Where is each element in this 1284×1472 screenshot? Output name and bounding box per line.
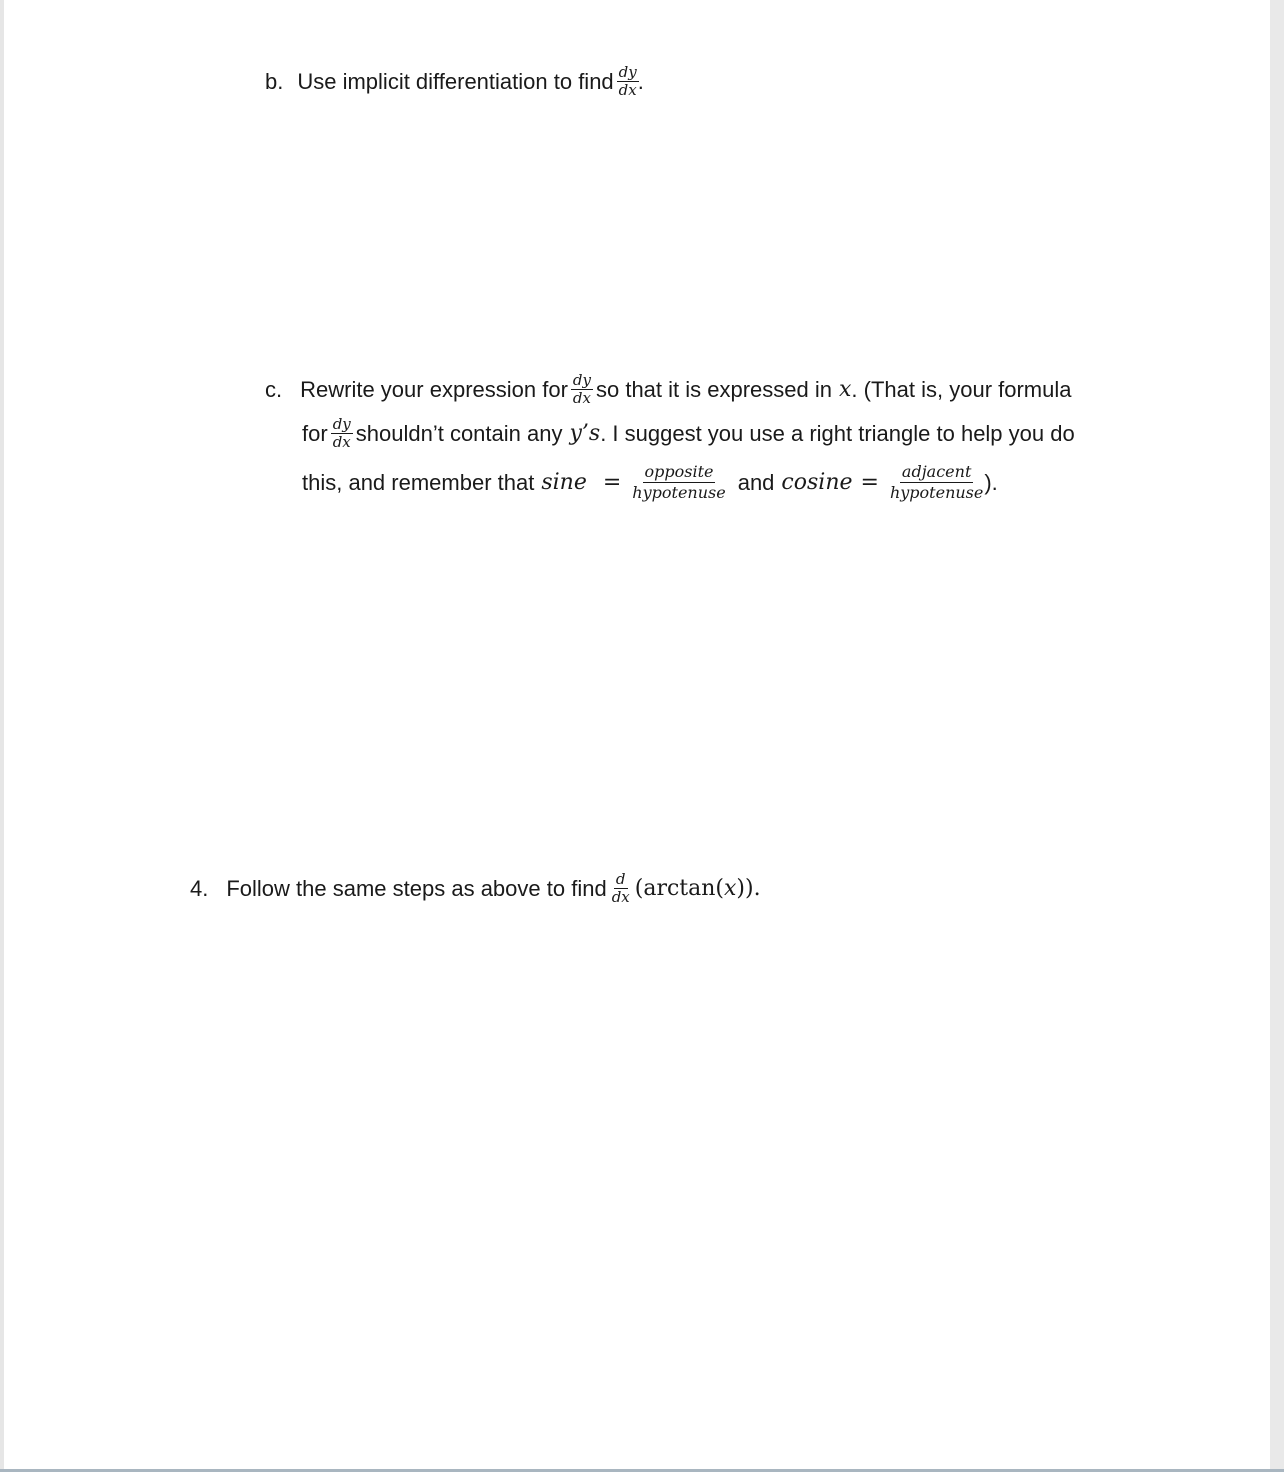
item-c-text-1b: so that it is expressed in <box>595 376 832 402</box>
arctan-expression: (arctan( <box>634 876 724 901</box>
fraction-denominator: dx <box>332 433 351 451</box>
item-c-text-2a: for <box>302 420 328 446</box>
and-text: and <box>737 469 775 495</box>
variable-x: x <box>839 377 852 402</box>
fraction-denominator: dx <box>611 888 630 906</box>
fraction-denominator: dx <box>572 389 591 407</box>
item-c-marker: c. <box>265 376 283 402</box>
fraction-denominator: hypotenuse <box>889 483 984 502</box>
fraction-denominator: hypotenuse <box>632 483 726 502</box>
fraction-numerator: d <box>615 870 626 888</box>
fraction-numerator: opposite <box>644 462 714 481</box>
item-c-close: ). <box>984 469 998 495</box>
fraction-denominator: dx <box>618 81 637 99</box>
d-dx-fraction <box>610 871 632 906</box>
dy-dx-fraction <box>331 416 353 451</box>
item-c-text-2c: . I suggest you use a right triangle to help you do <box>600 420 1075 446</box>
item-b <box>265 64 644 99</box>
dy-dx-fraction <box>617 64 639 99</box>
item-b-period: . <box>637 68 644 94</box>
variable-x: x <box>724 876 737 901</box>
item-c-text-3a: this, and remember that <box>302 469 535 495</box>
equals-sign: = <box>860 470 879 495</box>
cosine-label: cosine <box>781 470 853 495</box>
item-c-text-1: Rewrite your expression for <box>300 376 568 402</box>
sine-label: sine <box>541 470 587 495</box>
fraction-numerator: dy <box>618 63 637 81</box>
sine-fraction <box>630 462 727 503</box>
variable-y: y’s <box>569 421 601 446</box>
equals-sign: = <box>602 470 622 495</box>
dy-dx-fraction <box>571 372 593 407</box>
document-page <box>4 0 1270 1472</box>
fraction-numerator: adjacent <box>901 462 972 481</box>
item-b-text: Use implicit differentiation to find <box>297 68 614 94</box>
item-4-marker: 4. <box>190 875 209 901</box>
fraction-numerator: dy <box>332 415 351 433</box>
item-4-text: Follow the same steps as above to find <box>226 875 607 901</box>
item-4 <box>190 871 761 906</box>
item-c-line-3 <box>302 462 998 503</box>
item-b-marker: b. <box>265 68 284 94</box>
item-c-line-1 <box>265 372 1072 407</box>
item-c-text-2b: shouldn’t contain any <box>355 420 563 446</box>
item-c-line-2 <box>302 416 1075 451</box>
item-c-text-1c: . (That is, your formula <box>851 376 1072 402</box>
page-margin-right <box>1270 0 1284 1472</box>
cosine-fraction <box>888 462 985 503</box>
arctan-close: )). <box>736 876 761 901</box>
fraction-numerator: dy <box>572 371 591 389</box>
